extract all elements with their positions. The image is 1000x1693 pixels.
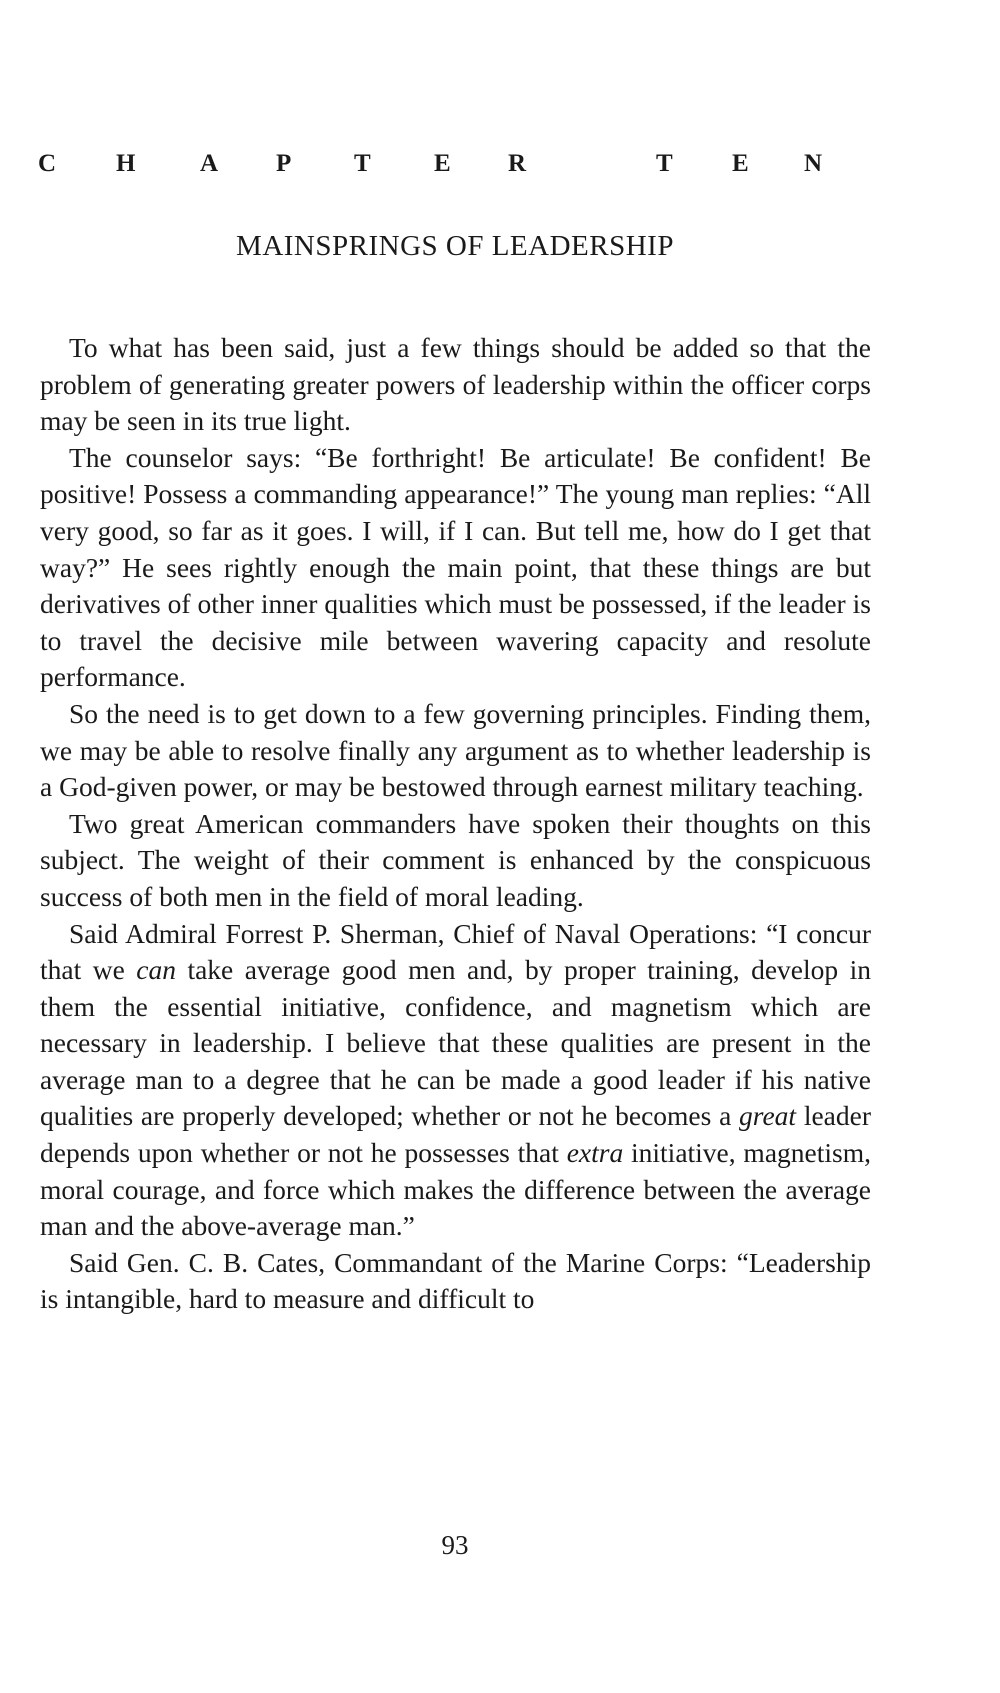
chapter-letter: E	[732, 150, 749, 177]
emphasis: can	[136, 954, 176, 986]
chapter-letter: T	[656, 150, 673, 177]
text-run: initiative, magnetism, moral courage, and force which makes the difference between the average man and the above-average man.”	[40, 1137, 871, 1242]
chapter-letter: P	[276, 150, 292, 177]
chapter-title: MAINSPRINGS OF LEADERSHIP	[236, 230, 674, 262]
paragraph: The counselor says: “Be forthright! Be articulate! Be confident! Be positive! Possess a commanding appearance!” The young man replies: “All very good, so far as it goes. I will, if I can. But tell me, how do I get that way?” He sees rightly enough the main point, that these things are but derivatives of other inner qualities which must be possessed, if the leader is to travel the decisive mile between wavering capacity and resolute performance.	[40, 441, 871, 693]
chapter-letter: C	[38, 150, 57, 177]
text-run: take average good men and, by proper training, develop in them the essential initiative, confidence, and magnetism which are necessary in leadership. I believe that these qualities are present in the average man to a degree that he can be made a good leader if his native qualities are properly developed; whether or not he becomes a	[40, 954, 871, 1132]
chapter-letter: A	[200, 150, 219, 177]
emphasis: great	[739, 1100, 797, 1132]
chapter-heading	[38, 150, 868, 190]
text-run: Said Admiral Forrest P. Sherman, Chief of Naval Operations: “I concur that we	[40, 917, 871, 986]
chapter-letter: H	[116, 150, 136, 177]
page-number: 93	[441, 1530, 469, 1560]
body-text	[40, 330, 871, 1318]
paragraph: So the need is to get down to a few governing principles. Finding them, we may be able to resolve finally any argument as to whether leadership is a God-given power, or may be bestowed through earnest military teaching.	[40, 697, 871, 803]
chapter-letter: N	[804, 150, 823, 177]
paragraph: Two great American commanders have spoken their thoughts on this subject. The weight of their comment is enhanced by the conspicuous success of both men in the field of moral leading.	[40, 807, 871, 912]
paragraph-sherman-quote	[40, 916, 871, 1245]
text-run: leader depends upon whether or not he possesses that	[40, 1100, 871, 1169]
paragraph: To what has been said, just a few things should be added so that the problem of generating greater powers of leadership within the officer corps may be seen in its true light.	[40, 332, 871, 437]
emphasis: extra	[566, 1137, 624, 1169]
paragraph-cates-quote: Said Gen. C. B. Cates, Commandant of the Marine Corps: “Leadership is intangible, hard to measure and difficult to	[40, 1246, 871, 1315]
chapter-letter: R	[508, 150, 527, 177]
chapter-letter: E	[434, 150, 451, 177]
chapter-letter: T	[354, 150, 371, 177]
